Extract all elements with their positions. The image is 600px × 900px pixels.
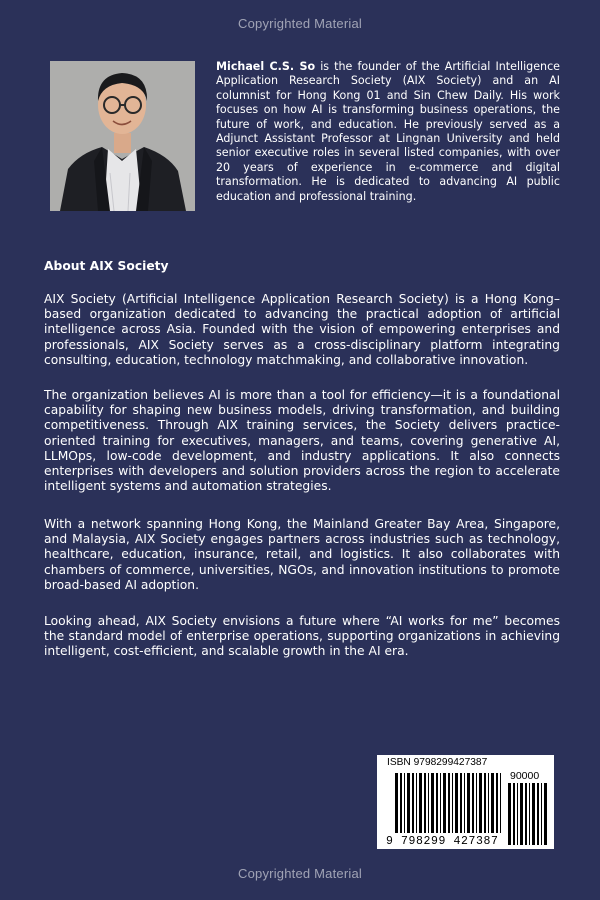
author-bio <box>216 60 560 204</box>
about-paragraph-3: With a network spanning Hong Kong, the Mainland Greater Bay Area, Singapore, and Malaysia, AIX Society engages partners across industries such as technology, healthcare, education, insurance, retail, and logistics. It also collaborates with chambers of commerce, universities, NGOs, and innovation institutions to promote broad-based AI adoption. <box>44 517 560 592</box>
copyright-watermark-top: Copyrighted Material <box>238 16 362 31</box>
author-name: Michael C.S. So <box>216 60 316 73</box>
about-paragraph-1: AIX Society (Artificial Intelligence Application Research Society) is a Hong Kong–based organization dedicated to advancing the practical adoption of artificial intelligence across Asia. Founded with the vision of empowering enterprises and professionals, AIX Society serves as a cross-disciplinary platform integrating consulting, education, technology matchmaking, and collaborative innovation. <box>44 292 560 367</box>
barcode-addon-number: 90000 <box>510 770 540 782</box>
isbn-label: ISBN 9798299427387 <box>387 757 488 768</box>
about-paragraph-2: The organization believes AI is more than a tool for efficiency—it is a foundational capability for shaping new business models, driving transformation, and building competitiveness. Through AIX training services, the Society delivers practice-oriented training for executives, managers, and teams, covering generative AI, LLMOps, low-code development, and industry applications. It also connects enterprises with developers and solution providers across the region to accelerate intelligent systems and automation strategies. <box>44 388 560 494</box>
barcode-digits: 9 798299 427387 <box>386 835 499 848</box>
about-paragraph-4: Looking ahead, AIX Society envisions a future where “AI works for me” becomes the standard model of enterprise operations, supporting organizations in achieving intelligent, cost-efficient, and scalable growth in the AI era. <box>44 614 560 659</box>
about-heading: About AIX Society <box>44 259 169 273</box>
copyright-watermark-bottom: Copyrighted Material <box>238 866 362 881</box>
isbn-barcode <box>377 755 554 849</box>
author-bio-text: is the founder of the Artificial Intelligence Application Research Society (AIX Society) and an AI columnist for Hong Kong 01 and Sin Chew Daily. His work focuses on how AI is transforming business operations, the future of work, and education. He previously served as a Adjunct Assistant Professor at Lingnan University and held senior executive roles in several listed companies, with over 20 years of experience in e-commerce and digital transformation. He is dedicated to advancing AI public education and professional training. <box>216 60 561 203</box>
author-photo <box>50 61 195 211</box>
